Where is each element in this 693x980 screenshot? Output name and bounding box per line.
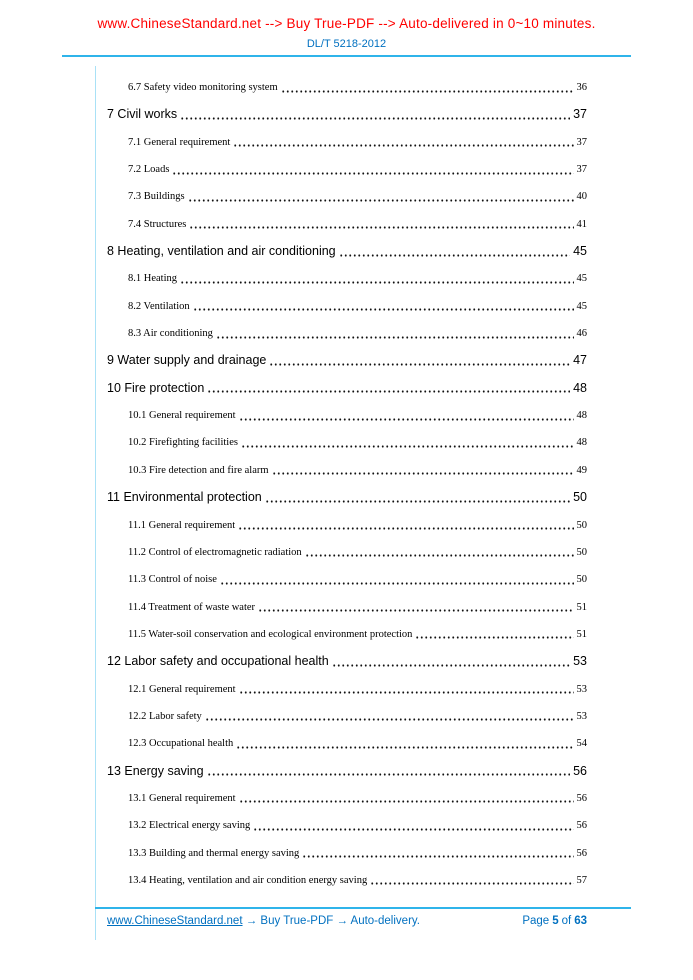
toc-entry-label: 11.5 Water-soil conservation and ecological environment protection xyxy=(128,628,413,640)
toc-entry-label: 13.2 Electrical energy saving xyxy=(128,820,251,832)
toc-entry-page: 56 xyxy=(576,820,587,832)
toc-entry-page: 50 xyxy=(576,519,587,531)
dot-leader xyxy=(193,293,574,320)
toc-entry[interactable] xyxy=(107,812,587,839)
toc-entry-page: 45 xyxy=(573,244,587,259)
dot-leader xyxy=(239,402,574,429)
toc-entry-label: 12 Labor safety and occupational health xyxy=(107,654,329,669)
toc-entry-label: 7.4 Structures xyxy=(128,218,187,230)
toc-entry-page: 56 xyxy=(573,763,587,778)
dot-leader xyxy=(302,840,573,867)
toc-entry-page: 50 xyxy=(576,546,587,558)
toc-entry[interactable] xyxy=(107,867,587,894)
footer-left xyxy=(107,915,420,927)
toc-entry-page: 37 xyxy=(576,164,587,176)
footer xyxy=(107,915,587,927)
toc-entry-page: 45 xyxy=(576,300,587,312)
toc-entry[interactable] xyxy=(107,676,587,703)
toc-entry-label: 9 Water supply and drainage xyxy=(107,353,267,368)
toc-entry-label: 8.3 Air conditioning xyxy=(128,328,213,340)
toc-entry[interactable] xyxy=(107,429,587,456)
toc-entry-label: 11.1 General requirement xyxy=(128,519,236,531)
dot-leader xyxy=(216,320,574,347)
toc-entry[interactable] xyxy=(107,375,587,402)
toc-entry-page: 47 xyxy=(573,353,587,368)
dot-leader xyxy=(415,621,573,648)
toc-entry-page: 57 xyxy=(576,874,587,886)
toc-entry-label: 13 Energy saving xyxy=(107,763,204,778)
toc-entry[interactable] xyxy=(107,648,587,675)
toc-entry-label: 13.1 General requirement xyxy=(128,792,236,804)
dot-leader xyxy=(207,375,570,402)
toc-entry[interactable] xyxy=(107,566,587,593)
toc-entry-page: 48 xyxy=(576,410,587,422)
toc-entry[interactable] xyxy=(107,457,587,484)
toc-entry-page: 51 xyxy=(576,601,587,613)
toc-entry-page: 50 xyxy=(576,574,587,586)
toc-entry-page: 50 xyxy=(573,490,587,505)
toc-entry[interactable] xyxy=(107,594,587,621)
toc-entry[interactable] xyxy=(107,621,587,648)
toc-entry-label: 11.2 Control of electromagnetic radiation xyxy=(128,546,302,558)
toc-entry[interactable] xyxy=(107,129,587,156)
dot-leader xyxy=(207,758,571,785)
toc-entry-label: 11.4 Treatment of waste water xyxy=(128,601,256,613)
toc-entry-page: 37 xyxy=(576,136,587,148)
toc-entry-label: 10.3 Fire detection and fire alarm xyxy=(128,464,269,476)
toc-entry-page: 37 xyxy=(573,107,587,122)
toc-entry[interactable] xyxy=(107,74,587,101)
toc-entry-page: 46 xyxy=(576,328,587,340)
toc-entry-label: 11 Environmental protection xyxy=(107,490,262,505)
toc-entry-label: 7 Civil works xyxy=(107,107,178,122)
dot-leader xyxy=(239,785,574,812)
dot-leader xyxy=(269,347,570,374)
toc-entry-label: 13.4 Heating, ventilation and air condition energy saving xyxy=(128,874,368,886)
footer-link[interactable]: www.ChineseStandard.net xyxy=(107,915,243,927)
toc-entry-label: 12.2 Labor safety xyxy=(128,710,202,722)
toc-entry-page: 53 xyxy=(576,710,587,722)
toc-entry-label: 6.7 Safety video monitoring system xyxy=(128,82,278,93)
footer-text: → Buy True-PDF → Auto-delivery. xyxy=(242,915,420,927)
toc-entry[interactable] xyxy=(107,211,587,238)
dot-leader xyxy=(239,676,574,703)
toc-entry[interactable] xyxy=(107,512,587,539)
dot-leader xyxy=(272,457,574,484)
dot-leader xyxy=(265,484,570,511)
dot-leader xyxy=(188,183,574,210)
toc-entry[interactable] xyxy=(107,183,587,210)
toc-entry[interactable] xyxy=(107,101,587,128)
toc-entry-page: 53 xyxy=(576,683,587,695)
toc-entry-label: 10.2 Firefighting facilities xyxy=(128,437,238,449)
toc-entry-page: 48 xyxy=(573,380,587,395)
dot-leader xyxy=(189,211,573,238)
toc-entry[interactable] xyxy=(107,785,587,812)
toc-entry-label: 7.1 General requirement xyxy=(128,136,231,148)
dot-leader xyxy=(332,648,570,675)
page-current: 5 xyxy=(552,915,559,927)
dot-leader xyxy=(236,730,573,757)
dot-leader xyxy=(305,539,574,566)
footer-divider xyxy=(95,907,631,909)
toc-entry-label: 8 Heating, ventilation and air conditioning xyxy=(107,244,336,259)
page-label: Page xyxy=(522,915,550,927)
toc-entry-label: 12.3 Occupational health xyxy=(128,738,234,750)
toc-entry[interactable] xyxy=(107,730,587,757)
dot-leader xyxy=(180,101,570,128)
toc-entry-page: 40 xyxy=(576,191,587,203)
toc-entry[interactable] xyxy=(107,156,587,183)
toc-entry-page: 54 xyxy=(576,738,587,750)
dot-leader xyxy=(258,594,573,621)
toc-entry-page: 49 xyxy=(576,464,587,476)
dot-leader xyxy=(281,74,574,101)
toc-entry-page: 45 xyxy=(576,273,587,285)
toc-entry-label: 7.2 Loads xyxy=(128,164,170,176)
toc-entry-label: 10 Fire protection xyxy=(107,380,205,395)
toc-entry-page: 56 xyxy=(576,792,587,804)
toc-entry-page: 36 xyxy=(576,82,587,93)
toc-entry-page: 53 xyxy=(573,654,587,669)
toc-entry[interactable] xyxy=(107,347,587,374)
doc-code: DL/T 5218-2012 xyxy=(306,38,387,50)
left-margin-line xyxy=(95,66,96,940)
toc-entry[interactable] xyxy=(107,402,587,429)
toc-entry[interactable] xyxy=(107,539,587,566)
dot-leader xyxy=(180,265,574,292)
toc-entry[interactable] xyxy=(107,758,587,785)
toc-entry-label: 10.1 General requirement xyxy=(128,410,236,422)
toc-entry-label: 8.2 Ventilation xyxy=(128,300,190,312)
header-divider xyxy=(62,55,631,57)
toc-entry[interactable] xyxy=(107,265,587,292)
toc-entry-label: 8.1 Heating xyxy=(128,273,177,285)
toc-entry[interactable] xyxy=(107,293,587,320)
of-label: of xyxy=(561,915,572,927)
page-indicator xyxy=(519,915,587,927)
toc-entry-label: 7.3 Buildings xyxy=(128,191,185,203)
dot-leader xyxy=(205,703,574,730)
dot-leader xyxy=(339,238,570,265)
toc-entry[interactable] xyxy=(107,703,587,730)
toc-entry-page: 41 xyxy=(576,218,587,230)
dot-leader xyxy=(370,867,573,894)
dot-leader xyxy=(238,512,573,539)
toc-entry-label: 11.3 Control of noise xyxy=(128,574,217,586)
toc-entry[interactable] xyxy=(107,320,587,347)
dot-leader xyxy=(220,566,574,593)
dot-leader xyxy=(172,156,573,183)
page-total: 63 xyxy=(574,915,587,927)
toc-entry-page: 48 xyxy=(576,437,587,449)
dot-leader xyxy=(241,429,574,456)
dot-leader xyxy=(253,812,573,839)
toc-entry-page: 56 xyxy=(576,847,587,859)
dot-leader xyxy=(233,129,573,156)
toc-entry-label: 13.3 Building and thermal energy saving xyxy=(128,847,300,859)
toc-entry-page: 51 xyxy=(576,628,587,640)
header-banner: www.ChineseStandard.net --> Buy True-PDF --> Auto-delivered in 0~10 minutes. xyxy=(97,16,596,31)
toc-entry[interactable] xyxy=(107,238,587,265)
toc-entry[interactable] xyxy=(107,840,587,867)
table-of-contents xyxy=(107,74,587,894)
toc-entry[interactable] xyxy=(107,484,587,511)
toc-entry-label: 12.1 General requirement xyxy=(128,683,236,695)
